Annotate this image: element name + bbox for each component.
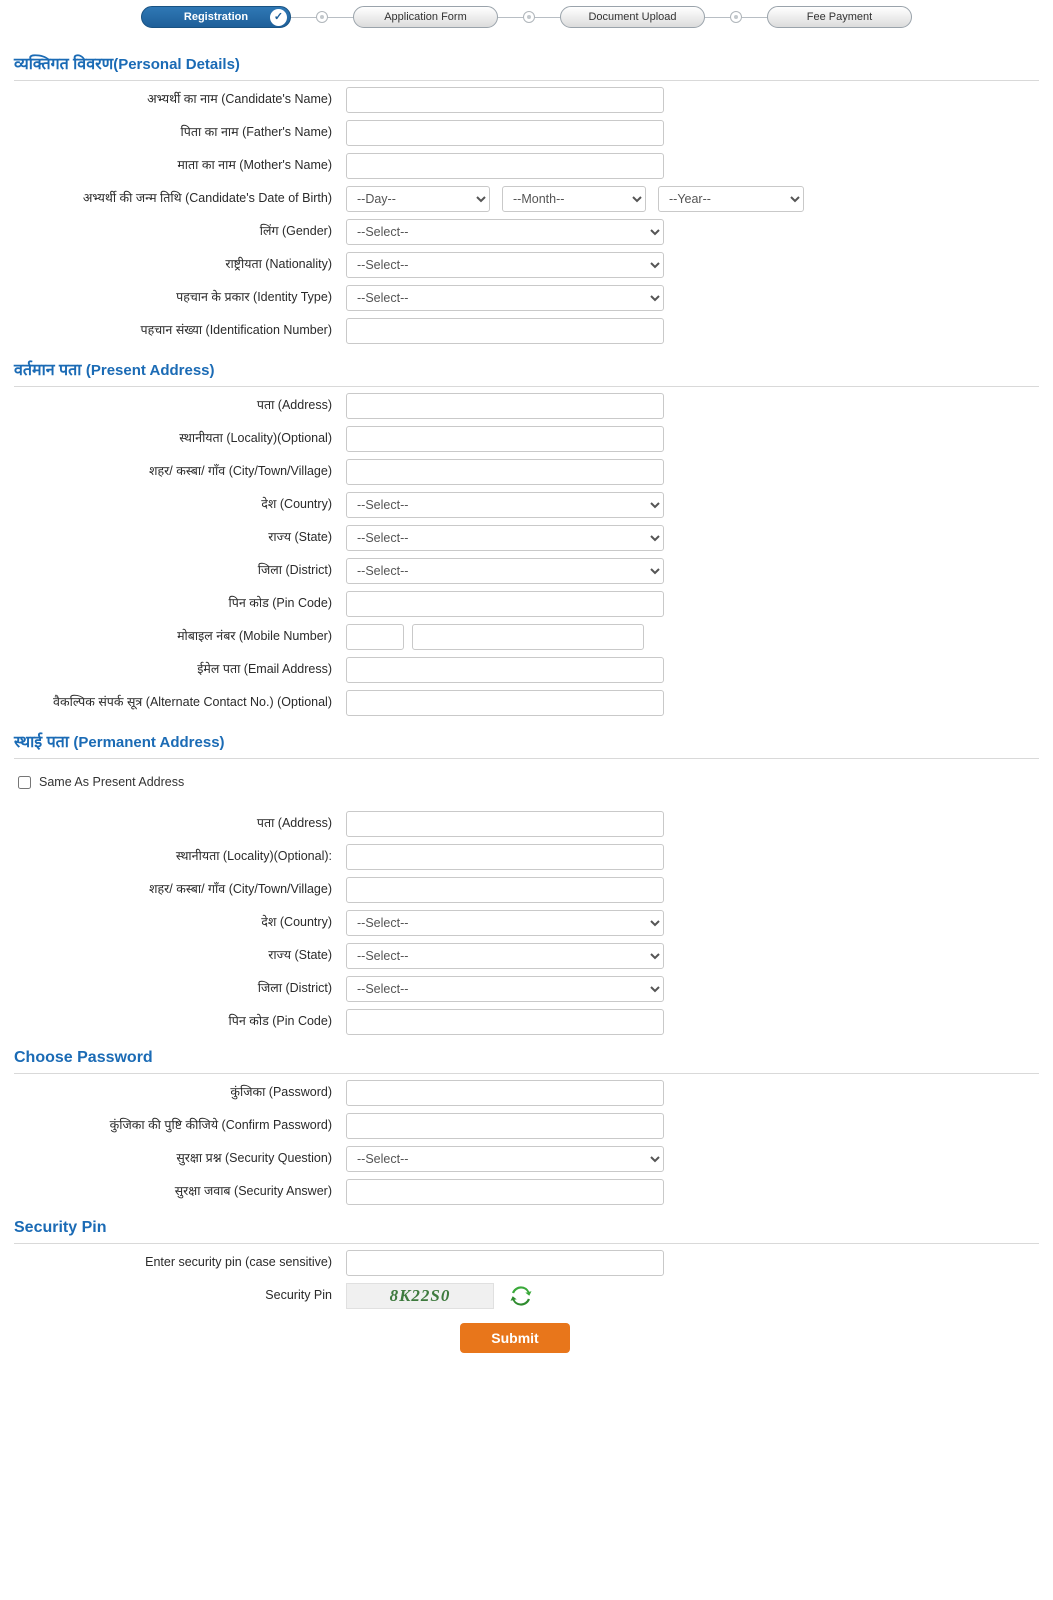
security-pin-form [0, 1244, 1053, 1353]
step-registration-label: Registration [183, 11, 249, 23]
step-connector-2 [498, 17, 560, 18]
label-date-of-birth: अभ्यर्थी की जन्म तिथि (Candidate's Date of Birth) [82, 191, 332, 206]
row-candidate-name [0, 87, 1053, 113]
row-permanent-country [0, 910, 1053, 936]
row-permanent-pincode [0, 1009, 1053, 1035]
mobile-number-input[interactable] [412, 624, 644, 650]
row-present-country [0, 492, 1053, 518]
row-date-of-birth [0, 186, 1053, 212]
section-permanent-address-heading [14, 730, 1039, 759]
captcha-image: 8K22S0 [346, 1283, 494, 1309]
submit-row [460, 1323, 1053, 1353]
dob-day-select[interactable] [346, 186, 490, 212]
row-mother-name [0, 153, 1053, 179]
email-input[interactable] [346, 657, 664, 683]
row-permanent-city [0, 877, 1053, 903]
present-district-select[interactable] [346, 558, 664, 584]
step-registration[interactable] [141, 6, 291, 28]
label-present-locality: स्थानीयता (Locality)(Optional) [179, 431, 332, 446]
dob-month-select[interactable] [502, 186, 646, 212]
choose-password-form [0, 1074, 1053, 1205]
father-name-input[interactable] [346, 120, 664, 146]
confirm-password-input[interactable] [346, 1113, 664, 1139]
label-present-state: राज्य (State) [268, 530, 332, 545]
present-pincode-input[interactable] [346, 591, 664, 617]
label-permanent-locality: स्थानीयता (Locality)(Optional): [175, 849, 332, 864]
section-personal-details-heading-hi: व्यक्तिगत विवरण [14, 56, 114, 73]
connector-dot-icon [523, 11, 535, 23]
label-alternate-contact: वैकल्पिक संपर्क सूत्र (Alternate Contact No.) (Optional) [53, 695, 332, 710]
label-security-answer: सुरक्षा जवाब (Security Answer) [174, 1184, 332, 1199]
permanent-address-form [0, 805, 1053, 1035]
alternate-contact-input[interactable] [346, 690, 664, 716]
connector-dot-icon [730, 11, 742, 23]
same-as-present-address-checkbox[interactable] [18, 776, 31, 789]
row-present-state [0, 525, 1053, 551]
present-address-form [0, 387, 1053, 716]
security-answer-input[interactable] [346, 1179, 664, 1205]
permanent-district-select[interactable] [346, 976, 664, 1002]
label-email: ईमेल पता (Email Address) [197, 662, 332, 677]
label-identity-type: पहचान के प्रकार (Identity Type) [176, 290, 332, 305]
section-choose-password-heading: Choose Password [14, 1049, 1039, 1074]
progress-stepper [0, 0, 1053, 38]
row-identification-number [0, 318, 1053, 344]
permanent-country-select[interactable] [346, 910, 664, 936]
label-permanent-city: शहर/ कस्बा/ गाँव (City/Town/Village) [149, 882, 332, 897]
security-question-select[interactable] [346, 1146, 664, 1172]
dob-year-select[interactable] [658, 186, 804, 212]
row-enter-security-pin [0, 1250, 1053, 1276]
present-country-select[interactable] [346, 492, 664, 518]
label-gender: लिंग (Gender) [259, 224, 332, 239]
nationality-select[interactable] [346, 252, 664, 278]
same-as-present-address-label: Same As Present Address [39, 775, 185, 789]
row-security-question [0, 1146, 1053, 1172]
row-gender [0, 219, 1053, 245]
row-present-address [0, 393, 1053, 419]
personal-details-form [0, 81, 1053, 344]
step-document-upload-label: Document Upload [588, 11, 677, 23]
label-candidate-name: अभ्यर्थी का नाम (Candidate's Name) [147, 92, 332, 107]
label-permanent-pincode: पिन कोड (Pin Code) [228, 1014, 332, 1029]
permanent-state-select[interactable] [346, 943, 664, 969]
label-present-district: जिला (District) [257, 563, 332, 578]
gender-select[interactable] [346, 219, 664, 245]
step-document-upload[interactable] [560, 6, 705, 28]
step-application-form-label: Application Form [384, 11, 467, 23]
section-permanent-address-heading-en: (Permanent Address) [73, 734, 225, 751]
row-nationality [0, 252, 1053, 278]
row-permanent-district [0, 976, 1053, 1002]
label-security-question: सुरक्षा प्रश्न (Security Question) [176, 1151, 332, 1166]
section-present-address-heading [14, 358, 1039, 387]
mother-name-input[interactable] [346, 153, 664, 179]
row-father-name [0, 120, 1053, 146]
label-permanent-country: देश (Country) [261, 915, 332, 930]
row-captcha [0, 1283, 1053, 1309]
step-connector-1 [291, 17, 353, 18]
password-input[interactable] [346, 1080, 664, 1106]
label-nationality: राष्ट्रीयता (Nationality) [225, 257, 332, 272]
row-permanent-locality [0, 844, 1053, 870]
step-fee-payment[interactable] [767, 6, 912, 28]
label-father-name: पिता का नाम (Father's Name) [180, 125, 332, 140]
section-personal-details-heading-en: (Personal Details) [113, 56, 240, 73]
label-enter-security-pin: Enter security pin (case sensitive) [145, 1255, 332, 1270]
permanent-locality-input[interactable] [346, 844, 664, 870]
label-permanent-state: राज्य (State) [268, 948, 332, 963]
identification-number-input[interactable] [346, 318, 664, 344]
check-icon: ✓ [270, 9, 287, 26]
row-permanent-address [0, 811, 1053, 837]
row-security-answer [0, 1179, 1053, 1205]
permanent-pincode-input[interactable] [346, 1009, 664, 1035]
permanent-address-input[interactable] [346, 811, 664, 837]
present-locality-input[interactable] [346, 426, 664, 452]
security-pin-input[interactable] [346, 1250, 664, 1276]
label-present-address: पता (Address) [256, 398, 332, 413]
row-permanent-state [0, 943, 1053, 969]
present-address-input[interactable] [346, 393, 664, 419]
section-security-pin-heading: Security Pin [14, 1219, 1039, 1244]
candidate-name-input[interactable] [346, 87, 664, 113]
step-application-form[interactable] [353, 6, 498, 28]
section-personal-details-heading [14, 52, 1039, 81]
row-password [0, 1080, 1053, 1106]
row-present-city [0, 459, 1053, 485]
mobile-country-code-input[interactable] [346, 624, 404, 650]
present-city-input[interactable] [346, 459, 664, 485]
label-present-pincode: पिन कोड (Pin Code) [228, 596, 332, 611]
present-state-select[interactable] [346, 525, 664, 551]
label-password: कुंजिका (Password) [230, 1085, 332, 1100]
label-present-country: देश (Country) [261, 497, 332, 512]
label-permanent-district: जिला (District) [257, 981, 332, 996]
label-confirm-password: कुंजिका की पुष्टि कीजिये (Confirm Password) [109, 1118, 332, 1133]
row-mobile-number [0, 624, 1053, 650]
row-email [0, 657, 1053, 683]
label-mobile-number: मोबाइल नंबर (Mobile Number) [177, 629, 332, 644]
identity-type-select[interactable] [346, 285, 664, 311]
row-alternate-contact [0, 690, 1053, 716]
label-mother-name: माता का नाम (Mother's Name) [177, 158, 332, 173]
row-present-pincode [0, 591, 1053, 617]
label-permanent-address: पता (Address) [256, 816, 332, 831]
section-present-address-heading-hi: वर्तमान पता [14, 362, 82, 379]
row-present-district [0, 558, 1053, 584]
same-as-present-address-row[interactable] [18, 775, 1053, 789]
step-fee-payment-label: Fee Payment [806, 11, 873, 23]
step-connector-3 [705, 17, 767, 18]
label-identification-number: पहचान संख्या (Identification Number) [140, 323, 332, 338]
permanent-city-input[interactable] [346, 877, 664, 903]
row-present-locality [0, 426, 1053, 452]
submit-button[interactable]: Submit [460, 1323, 570, 1353]
row-confirm-password [0, 1113, 1053, 1139]
section-permanent-address-heading-hi: स्थाई पता [14, 734, 69, 751]
label-present-city: शहर/ कस्बा/ गाँव (City/Town/Village) [149, 464, 332, 479]
section-present-address-heading-en: (Present Address) [85, 362, 215, 379]
connector-dot-icon [316, 11, 328, 23]
label-security-pin: Security Pin [265, 1288, 332, 1303]
refresh-icon[interactable] [508, 1283, 534, 1309]
row-identity-type [0, 285, 1053, 311]
